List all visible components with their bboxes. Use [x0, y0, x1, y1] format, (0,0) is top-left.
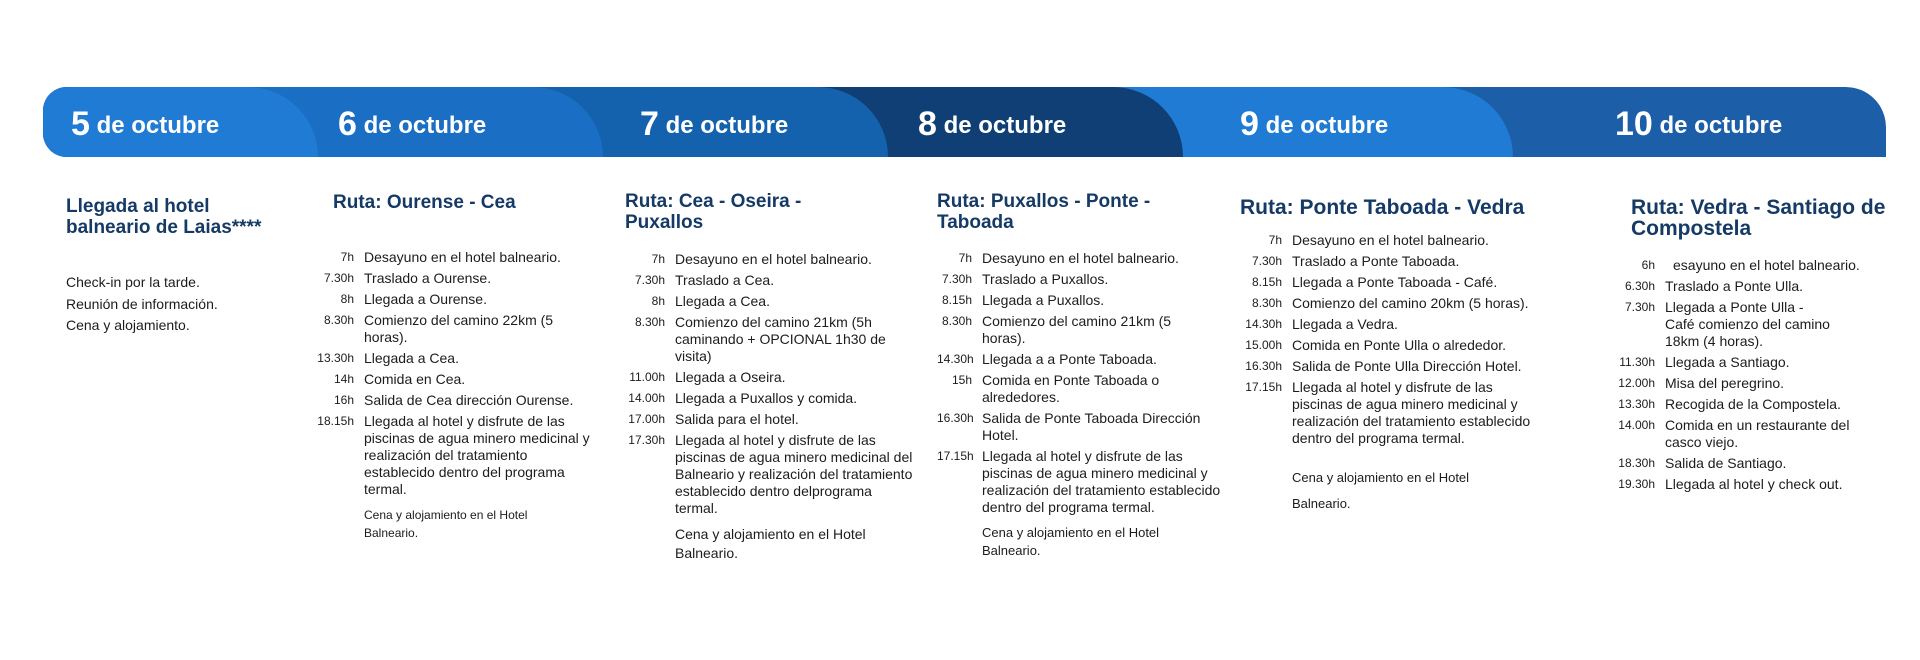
- schedule-row: [625, 369, 915, 386]
- day-number: 8: [918, 105, 937, 143]
- day-9-title: Ruta: Ponte Taboada - Vedra: [1240, 196, 1525, 219]
- schedule-row: [1232, 253, 1562, 270]
- schedule-time: 8.30h: [634, 315, 665, 329]
- schedule-text: Comida en Ponte Ulla o alrededor.: [1292, 337, 1507, 353]
- schedule-text: Salida de Cea dirección Ourense.: [364, 392, 574, 408]
- schedule-text: Comida en un restaurante del casco viejo.: [1665, 417, 1850, 450]
- schedule-row: [1232, 316, 1562, 333]
- schedule-row: [1595, 354, 1895, 371]
- schedule-row: [937, 448, 1227, 516]
- day-tab-label: [338, 107, 486, 141]
- schedule-text: Traslado a Ponte Ulla.: [1665, 278, 1803, 294]
- schedule-row: [312, 291, 597, 308]
- day-tab-label: [1615, 107, 1782, 141]
- day-6-title: Ruta: Ourense - Cea: [333, 192, 516, 213]
- day-tab-label: [1240, 107, 1388, 141]
- schedule-time: 14.30h: [937, 352, 974, 366]
- day-7-schedule: [625, 251, 915, 563]
- schedule-time: 13.30h: [1618, 397, 1655, 411]
- schedule-text: Salida para el hotel.: [675, 411, 799, 427]
- schedule-row: [1232, 358, 1562, 375]
- schedule-row: [625, 272, 915, 289]
- day-tab-5: [43, 87, 318, 157]
- day-month: de octubre: [943, 112, 1067, 139]
- schedule-text: Traslado a Cea.: [675, 272, 775, 288]
- day-8-column: [937, 191, 1227, 560]
- schedule-row: [937, 410, 1227, 444]
- schedule-time: 11.30h: [1619, 355, 1655, 369]
- schedule-text: Comienzo del camino 21km (5h caminando + OPCIONAL 1h30 de visita): [675, 314, 886, 364]
- schedule-row: [312, 249, 597, 266]
- schedule-row: [1595, 476, 1895, 493]
- schedule-text: Comienzo del camino 20km (5 horas).: [1292, 295, 1529, 311]
- schedule-row: [1595, 417, 1895, 451]
- day-8-title: Ruta: Puxallos - Ponte - Taboada: [937, 191, 1151, 233]
- schedule-time: 15h: [951, 373, 972, 387]
- schedule-row: [312, 350, 597, 367]
- date-header-band: [43, 87, 1886, 157]
- schedule-text: Desayuno en el hotel balneario.: [982, 250, 1179, 266]
- day-10-title: Ruta: Vedra - Santiago de Compostela: [1631, 196, 1886, 240]
- day-7-title: Ruta: Cea - Oseira - Puxallos: [625, 191, 802, 233]
- day-7-column: [625, 191, 915, 563]
- day-7-note: Cena y alojamiento en el Hotel Balneario.: [675, 526, 866, 561]
- schedule-time: 6h: [1641, 258, 1655, 272]
- schedule-row: [625, 390, 915, 407]
- day-number: 10: [1615, 105, 1653, 143]
- schedule-time: 8.15h: [941, 293, 972, 307]
- day-6-note: Cena y alojamiento en el Hotel Balneario.: [364, 508, 528, 540]
- schedule-time: 7.30h: [634, 273, 665, 287]
- schedule-text: Salida de Santiago.: [1665, 455, 1787, 471]
- day-month: de octubre: [363, 112, 487, 139]
- schedule-text: Llegada al hotel y disfrute de las piscinas de agua minero medicinal y realización del tratamiento establecido dentro del programa termal.: [364, 413, 590, 497]
- schedule-text: Traslado a Puxallos.: [982, 271, 1109, 287]
- day-number: 5: [71, 105, 90, 143]
- schedule-time: 7h: [651, 252, 665, 266]
- schedule-row: [1595, 257, 1895, 274]
- day-9-column: [1232, 197, 1562, 517]
- day-8-schedule: [937, 250, 1227, 560]
- schedule-text: Comida en Cea.: [364, 371, 466, 387]
- schedule-text: esayuno en el hotel balneario.: [1673, 257, 1860, 273]
- schedule-time: 8.15h: [1251, 275, 1282, 289]
- schedule-text: Llegada a Cea.: [364, 350, 459, 366]
- schedule-row: [1595, 455, 1895, 472]
- schedule-time: 17.30h: [628, 433, 665, 447]
- schedule-time: 17.00h: [628, 412, 665, 426]
- day-9-schedule: [1232, 232, 1562, 517]
- day-5-title: Llegada al hotel balneario de Laias****: [66, 196, 262, 238]
- schedule-row: [1232, 232, 1562, 249]
- schedule-time: 16.30h: [937, 411, 974, 425]
- schedule-row: [625, 293, 915, 310]
- schedule-text: Misa del peregrino.: [1665, 375, 1785, 391]
- day-month: de octubre: [1659, 112, 1783, 139]
- day-10-column: [1595, 197, 1895, 497]
- schedule-time: 11.00h: [629, 370, 665, 384]
- schedule-time: 15.00h: [1245, 338, 1282, 352]
- schedule-text: Llegada a Santiago.: [1665, 354, 1790, 370]
- schedule-text: Llegada al hotel y check out.: [1665, 476, 1843, 492]
- schedule-row: [312, 371, 597, 388]
- schedule-time: 16.30h: [1245, 359, 1282, 373]
- schedule-text: Comienzo del camino 21km (5 horas).: [982, 313, 1172, 346]
- schedule-text: Comida en Ponte Taboada o alrededores.: [982, 372, 1160, 405]
- schedule-time: 14.30h: [1245, 317, 1282, 331]
- schedule-row: [1232, 274, 1562, 291]
- schedule-time: 7.30h: [1624, 300, 1655, 314]
- day-tab-label: [71, 107, 219, 141]
- day-month: de octubre: [1265, 112, 1389, 139]
- schedule-row: [937, 351, 1227, 368]
- schedule-row: [1232, 379, 1562, 447]
- schedule-row: [312, 312, 597, 346]
- detail-line: Reunión de información.: [66, 295, 218, 312]
- schedule-text: Llegada a Puxallos y comida.: [675, 390, 858, 406]
- schedule-row: [625, 314, 915, 365]
- schedule-text: Llegada a Ponte Taboada - Café.: [1292, 274, 1498, 290]
- schedule-time: 7.30h: [323, 271, 354, 285]
- schedule-time: 12.00h: [1618, 376, 1655, 390]
- schedule-text: Llegada a Ponte Ulla - Café comienzo del camino 18km (4 horas).: [1665, 299, 1830, 349]
- schedule-row: [312, 270, 597, 287]
- schedule-row: [1595, 396, 1895, 413]
- schedule-time: 18.15h: [317, 414, 354, 428]
- schedule-row: [937, 250, 1227, 267]
- schedule-time: 7h: [1268, 233, 1282, 247]
- schedule-row: [625, 411, 915, 428]
- day-6-column: [312, 192, 597, 542]
- day-month: de octubre: [665, 112, 789, 139]
- schedule-time: 8h: [651, 294, 665, 308]
- schedule-text: Llegada a Cea.: [675, 293, 770, 309]
- detail-line: Check-in por la tarde.: [66, 274, 200, 290]
- schedule-time: 7.30h: [941, 272, 972, 286]
- schedule-row: [1232, 337, 1562, 354]
- schedule-time: 14.00h: [1618, 418, 1655, 432]
- schedule-row: [1232, 295, 1562, 312]
- day-number: 9: [1240, 105, 1259, 143]
- schedule-text: Llegada a Ourense.: [364, 291, 487, 307]
- schedule-text: Desayuno en el hotel balneario.: [1292, 232, 1489, 248]
- schedule-time: 18.30h: [1618, 456, 1655, 470]
- schedule-row: [625, 251, 915, 268]
- schedule-time: 16h: [333, 393, 354, 407]
- schedule-text: Llegada al hotel y disfrute de las piscinas de agua minero medicinal y realización del tratamiento establecido dentro del programa termal.: [982, 448, 1221, 515]
- day-tab-label: [640, 107, 788, 141]
- day-number: 7: [640, 105, 659, 143]
- schedule-row: [937, 292, 1227, 309]
- schedule-text: Llegada a Oseira.: [675, 369, 786, 385]
- day-number: 6: [338, 105, 357, 143]
- day-9-note: Cena y alojamiento en el Hotel Balneario.: [1292, 470, 1470, 511]
- day-month: de octubre: [96, 112, 220, 139]
- schedule-time: 7h: [958, 251, 972, 265]
- schedule-row: [1595, 299, 1895, 350]
- schedule-row: [937, 313, 1227, 347]
- day-5-details: [66, 272, 296, 337]
- schedule-time: 17.15h: [937, 449, 974, 463]
- schedule-time: 19.30h: [1618, 477, 1655, 491]
- schedule-text: Desayuno en el hotel balneario.: [675, 251, 872, 267]
- day-5-column: [66, 196, 296, 337]
- schedule-text: Llegada al hotel y disfrute de las piscinas de agua minero medicinal y realización del tratamiento establecido dentro del programa termal.: [1292, 379, 1531, 446]
- schedule-text: Salida de Ponte Taboada Dirección Hotel.: [982, 410, 1201, 443]
- schedule-time: 7.30h: [1251, 254, 1282, 268]
- schedule-row: [312, 413, 597, 498]
- schedule-time: 8.30h: [323, 313, 354, 327]
- day-tab-label: [918, 107, 1066, 141]
- schedule-time: 6.30h: [1624, 279, 1655, 293]
- day-8-note: Cena y alojamiento en el Hotel Balneario.: [982, 525, 1160, 558]
- schedule-row: [312, 392, 597, 409]
- schedule-row: [1595, 375, 1895, 392]
- schedule-text: Traslado a Ourense.: [364, 270, 492, 286]
- day-10-schedule: [1595, 257, 1895, 493]
- schedule-time: 13.30h: [317, 351, 354, 365]
- schedule-text: Llegada a a Ponte Taboada.: [982, 351, 1157, 367]
- day-6-schedule: [312, 249, 597, 542]
- schedule-text: Llegada al hotel y disfrute de las piscinas de agua minero medicinal del Balneario y realización del tratamiento establecido dentro delprograma termal.: [675, 432, 913, 516]
- schedule-time: 17.15h: [1245, 380, 1282, 394]
- schedule-text: Llegada a Puxallos.: [982, 292, 1105, 308]
- schedule-text: Salida de Ponte Ulla Dirección Hotel.: [1292, 358, 1522, 374]
- schedule-text: Traslado a Ponte Taboada.: [1292, 253, 1460, 269]
- schedule-time: 7h: [340, 250, 354, 264]
- schedule-text: Recogida de la Compostela.: [1665, 396, 1841, 412]
- schedule-time: 8.30h: [1251, 296, 1282, 310]
- schedule-time: 14.00h: [628, 391, 665, 405]
- schedule-row: [937, 271, 1227, 288]
- schedule-row: [625, 432, 915, 517]
- schedule-row: [1595, 278, 1895, 295]
- schedule-text: Comienzo del camino 22km (5 horas).: [364, 312, 554, 345]
- schedule-text: Desayuno en el hotel balneario.: [364, 249, 561, 265]
- schedule-time: 8h: [340, 292, 354, 306]
- schedule-time: 14h: [333, 372, 354, 386]
- detail-line: Cena y alojamiento.: [66, 317, 190, 333]
- schedule-time: 8.30h: [941, 314, 972, 328]
- schedule-row: [937, 372, 1227, 406]
- schedule-text: Llegada a Vedra.: [1292, 316, 1398, 332]
